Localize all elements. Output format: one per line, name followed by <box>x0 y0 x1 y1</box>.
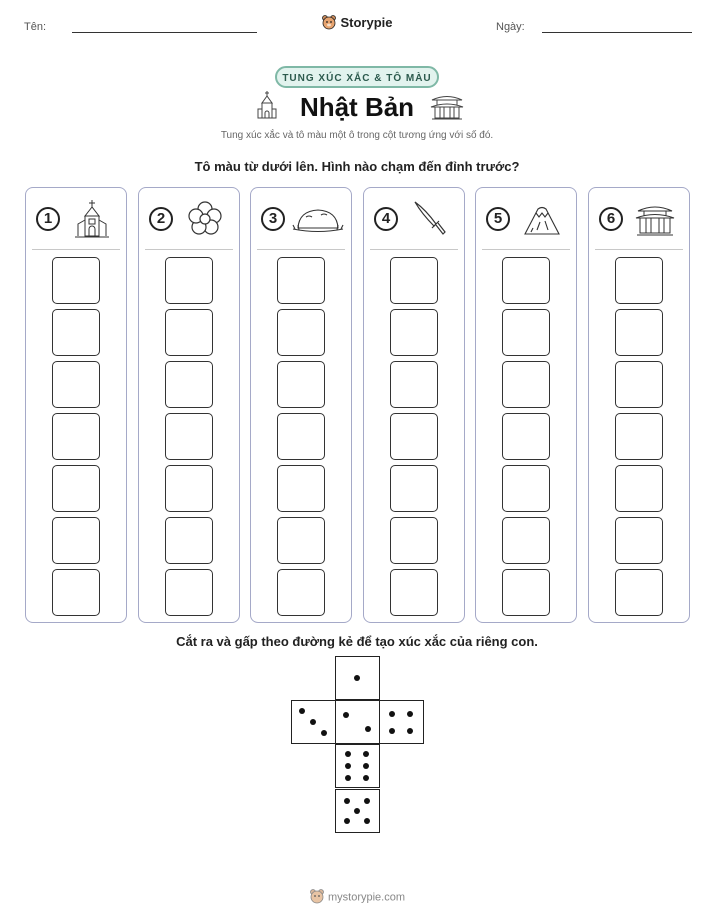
color-box[interactable] <box>502 517 550 564</box>
column-2 <box>138 187 240 623</box>
dice-pip <box>389 728 395 734</box>
color-box[interactable] <box>502 309 550 356</box>
color-box[interactable] <box>502 569 550 616</box>
dice-net <box>291 656 426 836</box>
column-number: 6 <box>599 207 623 231</box>
color-box[interactable] <box>52 361 100 408</box>
subtitle: Tung xúc xắc và tô màu một ô trong cột tương ứng với số đó. <box>220 130 494 141</box>
color-box[interactable] <box>165 413 213 460</box>
color-box[interactable] <box>390 413 438 460</box>
church-icon <box>72 198 112 240</box>
dice-pip <box>354 808 360 814</box>
dice-pip <box>345 763 351 769</box>
color-box[interactable] <box>615 257 663 304</box>
dice-pip <box>354 675 360 681</box>
color-box[interactable] <box>390 257 438 304</box>
color-box[interactable] <box>390 569 438 616</box>
dice-pip <box>365 726 371 732</box>
rice-ball-icon <box>291 198 345 240</box>
color-box[interactable] <box>277 465 325 512</box>
column-6 <box>588 187 690 623</box>
dice-pip <box>310 719 316 725</box>
brand-logo <box>0 14 714 33</box>
dice-pip <box>407 711 413 717</box>
dice-pip <box>389 711 395 717</box>
column-number: 4 <box>374 207 398 231</box>
column-number: 3 <box>261 207 285 231</box>
color-box[interactable] <box>165 517 213 564</box>
column-4 <box>363 187 465 623</box>
color-box[interactable] <box>390 309 438 356</box>
color-box[interactable] <box>277 361 325 408</box>
color-box[interactable] <box>165 309 213 356</box>
dice-face-four <box>379 700 424 744</box>
dice-pip <box>407 728 413 734</box>
column-divider <box>145 249 233 250</box>
mountain-icon <box>522 198 562 240</box>
color-box[interactable] <box>390 465 438 512</box>
color-box[interactable] <box>52 569 100 616</box>
cut-instruction: Cắt ra và gấp theo đường kẻ để tạo xúc xắc của riêng con. <box>176 634 538 649</box>
footer <box>0 888 714 907</box>
dice-pip <box>321 730 327 736</box>
footer-url[interactable]: mystorypie.com <box>327 891 406 904</box>
flower-icon <box>185 198 225 240</box>
color-box[interactable] <box>165 569 213 616</box>
column-3 <box>250 187 352 623</box>
color-box[interactable] <box>277 257 325 304</box>
column-number: 5 <box>486 207 510 231</box>
column-header <box>364 188 464 248</box>
color-box[interactable] <box>277 517 325 564</box>
column-divider <box>32 249 120 250</box>
dice-pip <box>299 708 305 714</box>
color-box[interactable] <box>165 361 213 408</box>
color-box[interactable] <box>502 413 550 460</box>
column-divider <box>257 249 345 250</box>
dice-pip <box>345 751 351 757</box>
column-divider <box>370 249 458 250</box>
dice-pip <box>363 775 369 781</box>
color-box[interactable] <box>52 309 100 356</box>
color-box[interactable] <box>165 257 213 304</box>
color-box[interactable] <box>502 465 550 512</box>
dice-pip <box>363 763 369 769</box>
color-box[interactable] <box>615 569 663 616</box>
color-box[interactable] <box>277 569 325 616</box>
dice-pip <box>344 818 350 824</box>
coloring-instruction: Tô màu từ dưới lên. Hình nào chạm đến đỉnh trước? <box>194 159 520 174</box>
dice-pip <box>363 751 369 757</box>
dice-pip <box>364 798 370 804</box>
dice-face-three <box>291 700 336 744</box>
column-header <box>26 188 126 248</box>
color-box[interactable] <box>165 465 213 512</box>
column-number: 2 <box>149 207 173 231</box>
column-divider <box>595 249 683 250</box>
color-box[interactable] <box>615 517 663 564</box>
column-header <box>476 188 576 248</box>
dice-pip <box>343 712 349 718</box>
color-box[interactable] <box>390 361 438 408</box>
temple-icon <box>635 198 675 240</box>
dice-face-six <box>335 744 380 788</box>
color-box[interactable] <box>277 413 325 460</box>
bear-logo-icon <box>321 14 337 33</box>
temple-title-icon <box>430 92 464 120</box>
sword-icon <box>410 198 450 240</box>
color-box[interactable] <box>615 465 663 512</box>
color-box[interactable] <box>615 361 663 408</box>
color-box[interactable] <box>615 413 663 460</box>
color-box[interactable] <box>502 361 550 408</box>
dice-pip <box>364 818 370 824</box>
color-box[interactable] <box>277 309 325 356</box>
color-box[interactable] <box>615 309 663 356</box>
column-5 <box>475 187 577 623</box>
column-header <box>251 188 351 248</box>
date-label: Ngày: <box>496 21 525 33</box>
color-box[interactable] <box>52 413 100 460</box>
color-box[interactable] <box>502 257 550 304</box>
bear-footer-icon <box>309 888 325 907</box>
name-label: Tên: <box>24 21 47 33</box>
column-number: 1 <box>36 207 60 231</box>
page-title: Nhật Bản <box>299 92 415 122</box>
dice-pip <box>345 775 351 781</box>
color-box[interactable] <box>52 465 100 512</box>
column-divider <box>482 249 570 250</box>
activity-badge: TUNG XÚC XẮC & TÔ MÀU <box>275 66 439 88</box>
dice-face-five <box>335 789 380 833</box>
color-box[interactable] <box>52 517 100 564</box>
dice-face-two <box>335 700 380 744</box>
color-box[interactable] <box>52 257 100 304</box>
column-header <box>139 188 239 248</box>
color-box[interactable] <box>390 517 438 564</box>
dice-face-one <box>335 656 380 700</box>
brand-name: Storypie <box>340 14 393 30</box>
column-header <box>589 188 689 248</box>
dice-pip <box>344 798 350 804</box>
column-1 <box>25 187 127 623</box>
